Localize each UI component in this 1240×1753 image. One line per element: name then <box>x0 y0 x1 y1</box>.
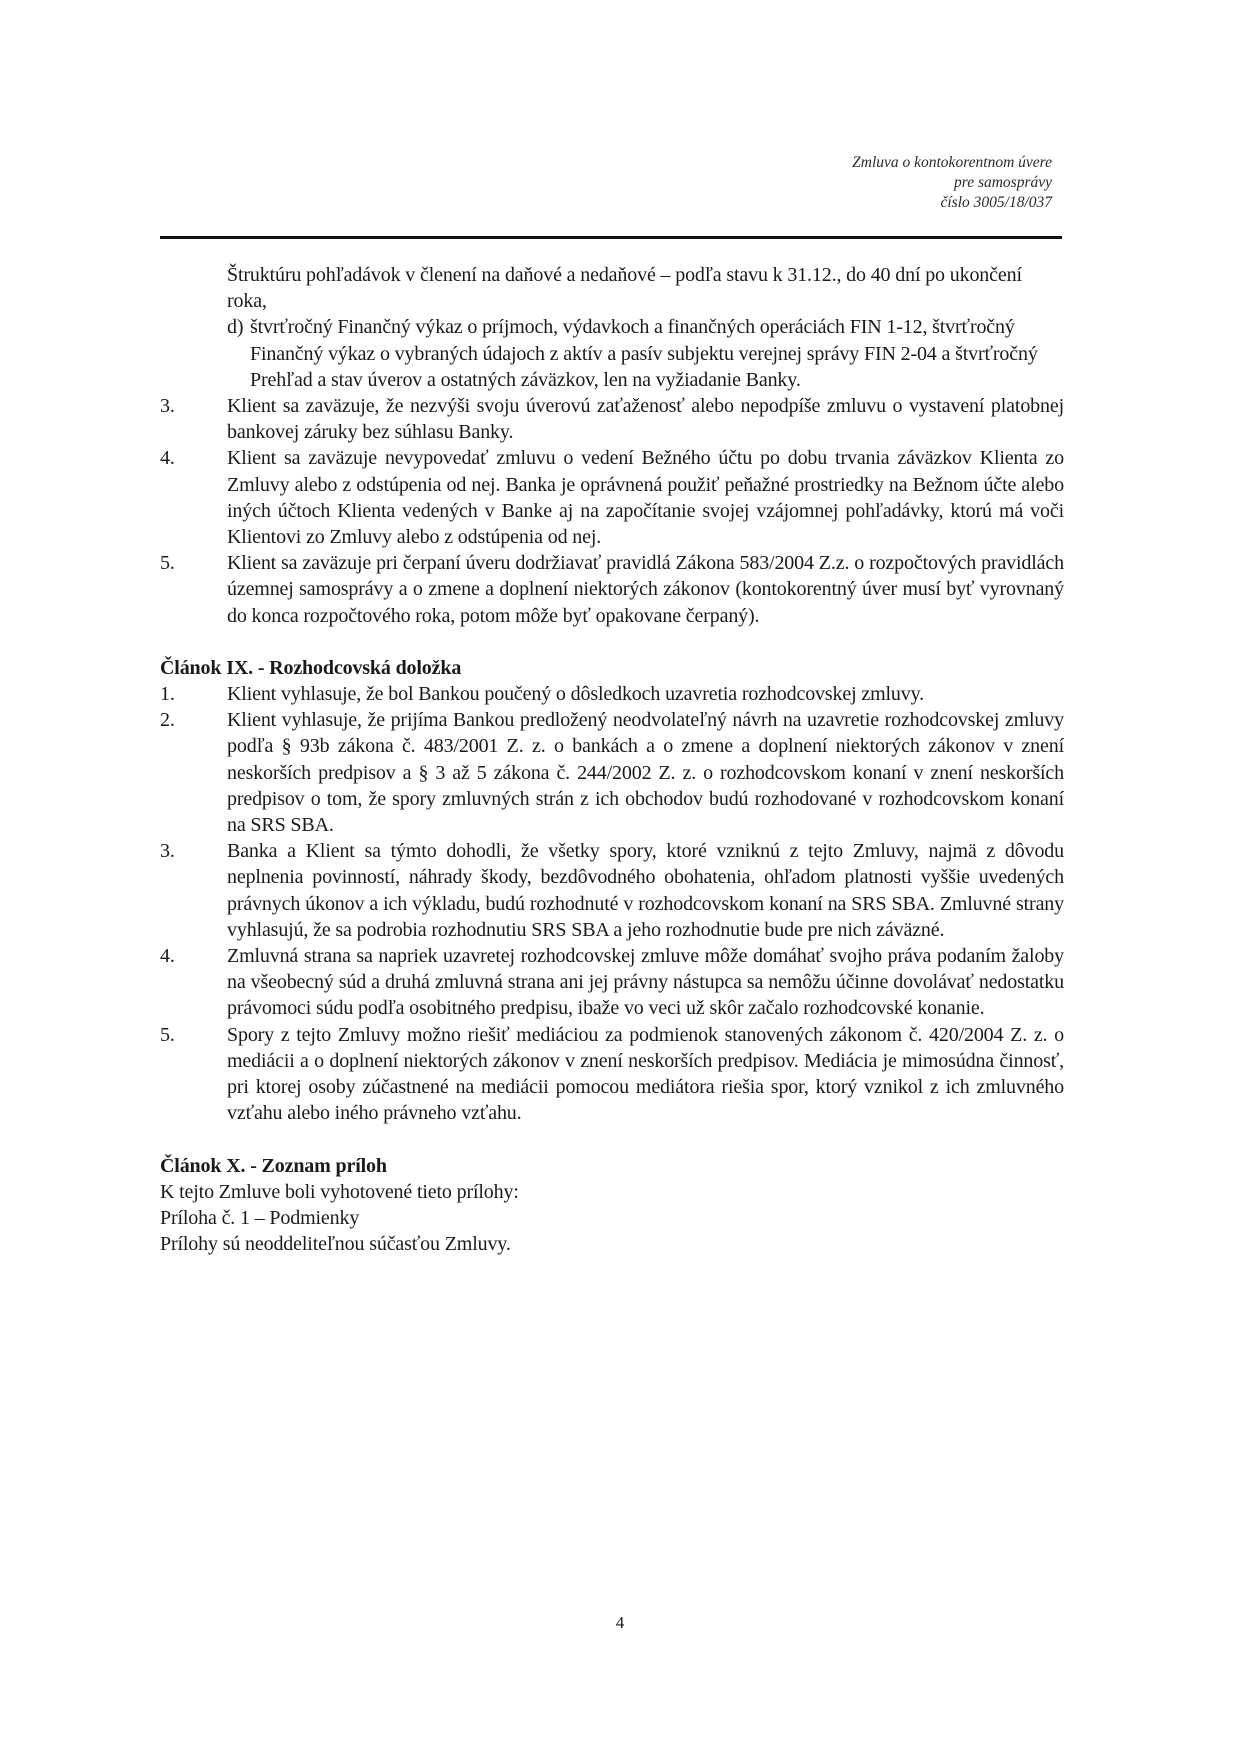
header-subtitle: pre samosprávy <box>953 174 1052 191</box>
item-text: Klient vyhlasuje, že prijíma Bankou predložený neodvolateľný návrh na uzavretie rozhodcovskej zmluvy podľa § 93b zákona č. 483/2001 Z. z. o bankách a o zmene a doplnení niektorých zákonov v znení neskorších predpisov a § 3 až 5 zákona č. 244/2002 Z. z. o rozhodcovskom konaní v znení neskorších predpisov o tom, že spory zmluvných strán z ich obchodov budú rozhodované v rozhodcovskom konaní na SRS SBA. <box>227 709 1064 837</box>
list-item <box>160 445 1064 550</box>
article-x-line: Prílohy sú neoddeliteľnou súčasťou Zmluvy. <box>160 1233 511 1256</box>
item-text: Klient vyhlasuje, že bol Bankou poučený o dôsledkoch uzavretia rozhodcovskej zmluvy. <box>227 683 925 706</box>
continuation-paragraph: Štruktúru pohľadávok v členení na daňové a nedaňové – podľa stavu k 31.12., do 40 dní po ukončení roka, <box>227 264 1022 313</box>
item-text: Zmluvná strana sa napriek uzavretej rozhodcovskej zmluve môže domáhať svojho práva podaním žaloby na všeobecný súd a druhá zmluvná strana ani jej právny nástupca sa nemôžu účinne dovolávať nedostatku právomoci súdu podľa osobitného predpisu, ibaže vo veci už skôr začalo rozhodcovské konanie. <box>227 945 1064 1020</box>
list-item <box>160 550 1064 629</box>
item-text: Klient sa zaväzuje, že nezvýši svoju úverovú zaťaženosť alebo nepodpíše zmluvu o vystavení platobnej bankovej záruky bez súhlasu Banky. <box>227 395 1064 444</box>
page-number: 4 <box>615 1613 625 1632</box>
item-number: 3. <box>160 395 175 418</box>
item-number: 5. <box>160 1023 175 1046</box>
item-number: 1. <box>160 683 175 706</box>
article-x-heading: Článok X. - Zoznam príloh <box>160 1154 387 1177</box>
header-divider <box>160 236 1062 239</box>
item-number: 5. <box>160 552 175 575</box>
document-body <box>160 262 1064 1257</box>
article-x-line: K tejto Zmluve boli vyhotovené tieto prílohy: <box>160 1180 519 1203</box>
header-contract-number: číslo 3005/18/037 <box>940 194 1052 211</box>
list-item <box>160 681 1064 707</box>
sub-item-marker: d) <box>227 316 244 339</box>
list-item <box>160 707 1064 838</box>
item-number: 3. <box>160 840 175 863</box>
sub-item-d <box>227 314 1064 393</box>
item-number: 2. <box>160 709 175 732</box>
list-item <box>160 393 1064 445</box>
item-text: Banka a Klient sa týmto dohodli, že všetky spory, ktoré vzniknú z tejto Zmluvy, najmä z dôvodu neplnenia povinností, náhrady škody, bezdôvodného obohatenia, ohľadom platnosti vyššie uvedených právnych úkonov a ich výkladu, budú rozhodnuté v rozhodcovskom konaní na SRS SBA. Zmluvné strany vyhlasujú, že sa podrobia rozhodnutiu SRS SBA a jeho rozhodnutie bude pre nich záväzné. <box>227 840 1064 941</box>
list-item <box>160 943 1064 1022</box>
sub-item-text: štvrťročný Finančný výkaz o príjmoch, výdavkoch a finančných operáciách FIN 1-12, štvrťročný Finančný výkaz o vybraných údajoch z aktív a pasív subjektu verejnej správy FIN 2-04 a štvrťročný Prehľad a stav úverov a ostatných záväzkov, len na vyžiadanie Banky. <box>250 316 1038 391</box>
item-number: 4. <box>160 447 175 470</box>
article-x-line: Príloha č. 1 – Podmienky <box>160 1206 360 1229</box>
item-number: 4. <box>160 945 175 968</box>
document-header <box>852 153 1052 213</box>
list-item <box>160 838 1064 943</box>
list-item <box>160 1022 1064 1127</box>
item-text: Spory z tejto Zmluvy možno riešiť mediáciou za podmienok stanovených zákonom č. 420/2004 Z. z. o mediácii a o doplnení niektorých zákonov v znení neskorších predpisov. Mediácia je mimosúdna činnosť, pri ktorej osoby zúčastnené na mediácii pomocou mediátora riešia spor, ktorý vznikol z ich zmluvného vzťahu alebo iného právneho vzťahu. <box>227 1023 1064 1125</box>
item-text: Klient sa zaväzuje pri čerpaní úveru dodržiavať pravidlá Zákona 583/2004 Z.z. o rozpočtových pravidlách územnej samosprávy a o zmene a doplnení niektorých zákonov (kontokorentný úver musí byť vyrovnaný do konca rozpočtového roka, potom môže byť opakovane čerpaný). <box>227 552 1064 627</box>
item-text: Klient sa zaväzuje nevypovedať zmluvu o vedení Bežného účtu po dobu trvania záväzkov Klienta zo Zmluvy alebo z odstúpenia od nej. Banka je oprávnená použiť peňažné prostriedky na Bežnom účte alebo iných účtoch Klienta vedených v Banke aj na započítanie svojej vzájomnej pohľadávky, ktorú má voči Klientovi zo Zmluvy alebo z odstúpenia od nej. <box>227 447 1064 549</box>
article-ix-heading: Článok IX. - Rozhodcovská doložka <box>160 656 462 679</box>
header-title: Zmluva o kontokorentnom úvere <box>852 154 1052 171</box>
